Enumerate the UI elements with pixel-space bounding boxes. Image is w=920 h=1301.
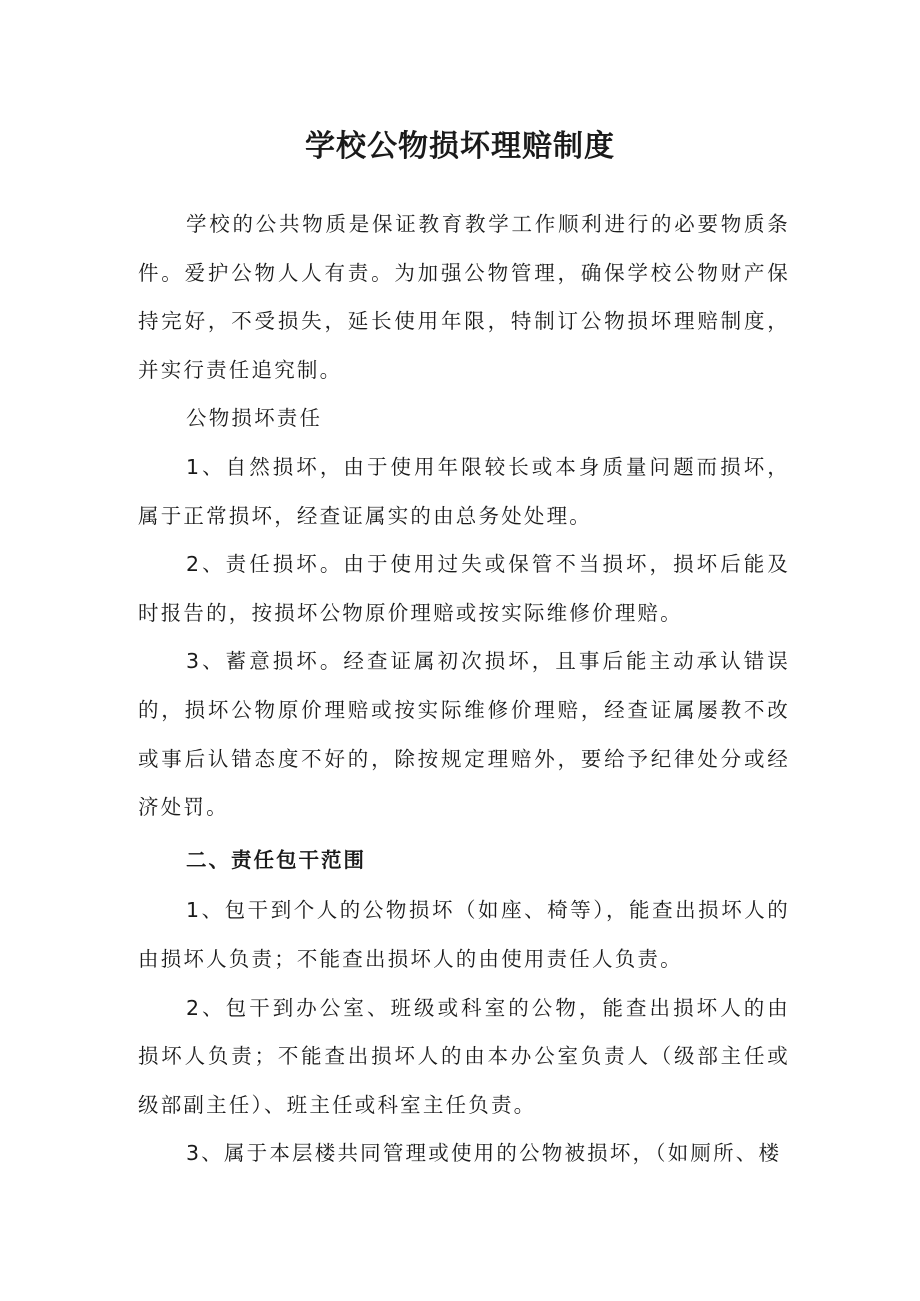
clause-liability-damage: 2、责任损坏。由于使用过失或保管不当损坏，损坏后能及时报告的，按损坏公物原价理赔或按实际维修价理赔。 bbox=[138, 552, 790, 625]
clause-natural-damage: 1、自然损坏，由于使用年限较长或本身质量问题而损坏，属于正常损坏，经查证属实的由总务处处理。 bbox=[138, 454, 790, 528]
clause-intentional-damage: 3、蓄意损坏。经查证属初次损坏，且事后能主动承认错误的，损坏公物原价理赔或按实际维修价理赔，经查证属屡教不改或事后认错态度不好的，除按规定理赔外，要给予纪律处分或经济处罚。 bbox=[138, 649, 790, 820]
section-heading-responsibility-scope: 二、责任包干范围 bbox=[186, 847, 366, 872]
clause-office-class-items: 2、包干到办公室、班级或科室的公物，能查出损坏人的由损坏人负责；不能查出损坏人的由本办公室负责人（级部主任或级部副主任）、班主任或科室主任负责。 bbox=[138, 995, 790, 1117]
clause-floor-shared-items: 3、属于本层楼共同管理或使用的公物被损坏，（如厕所、楼 bbox=[186, 1141, 782, 1166]
document-body bbox=[138, 200, 790, 1178]
document-title: 学校公物损坏理赔制度 bbox=[305, 129, 615, 164]
intro-paragraph: 学校的公共物质是保证教育教学工作顺利进行的必要物质条件。爱护公物人人有责。为加强公物管理，确保学校公物财产保持完好，不受损失，延长使用年限，特制订公物损坏理赔制度，并实行责任追究制。 bbox=[138, 212, 790, 382]
section-heading-damage-responsibility: 公物损坏责任 bbox=[186, 406, 323, 431]
clause-individual-items: 1、包干到个人的公物损坏（如座、椅等），能查出损坏人的由损坏人负责；不能查出损坏人的由使用责任人负责。 bbox=[138, 898, 790, 971]
